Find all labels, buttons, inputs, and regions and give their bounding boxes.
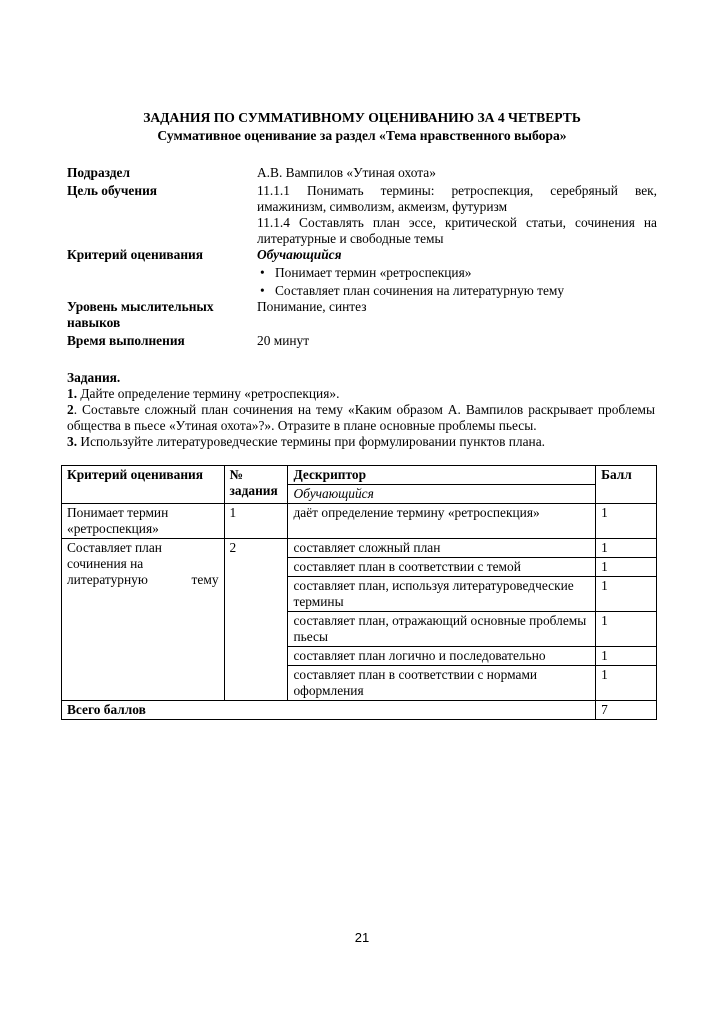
task-1: 1. Дайте определение термину «ретроспекция». — [67, 386, 340, 401]
table-total-row — [62, 701, 657, 720]
score-cell: 1 — [596, 612, 657, 647]
col-task-header: № задания — [224, 466, 288, 504]
task-number-cell: 2 — [224, 539, 288, 701]
score-cell: 1 — [596, 666, 657, 701]
score-cell: 1 — [596, 577, 657, 612]
score-cell: 1 — [596, 558, 657, 577]
goal-item-1: 11.1.1 Понимать термины: ретроспекция, серебряный век, имажинизм, символизм, акмеизм, футуризм — [257, 183, 657, 214]
criteria-list — [257, 265, 657, 299]
criteria-label: Критерий оценивания — [67, 247, 204, 262]
descriptor-cell: составляет план в соответствии с нормами оформления — [288, 666, 596, 701]
descriptor-cell: даёт определение термину «ретроспекция» — [288, 504, 596, 539]
col-descriptor-subheader: Обучающийся — [288, 485, 596, 504]
descriptor-cell: составляет план, используя литературоведческие термины — [288, 577, 596, 612]
time-label: Время выполнения — [67, 333, 185, 348]
task-3: 3. Используйте литературоведческие термины при формулировании пунктов плана. — [67, 434, 546, 449]
col-score-header: Балл — [596, 466, 657, 504]
criterion-cell: Понимает термин «ретроспекция» — [62, 504, 225, 539]
score-cell: 1 — [596, 504, 657, 539]
skills-value: Понимание, синтез — [257, 299, 367, 314]
assessment-table — [61, 465, 657, 720]
table-row — [62, 539, 657, 558]
table-row — [62, 504, 657, 539]
criteria-head: Обучающийся — [257, 247, 342, 262]
subsection-value: А.В. Вампилов «Утиная охота» — [257, 165, 436, 180]
table-header-row — [62, 466, 657, 485]
goal-item-2: 11.1.4 Составлять план эссе, критической статьи, сочинения на литературные и свободные темы — [257, 215, 657, 246]
subsection-label: Подраздел — [67, 165, 131, 180]
descriptor-cell: составляет план логично и последовательно — [288, 647, 596, 666]
score-cell: 1 — [596, 539, 657, 558]
page-subtitle: Суммативное оценивание за раздел «Тема нравственного выбора» — [157, 128, 567, 143]
col-criterion-header: Критерий оценивания — [62, 466, 225, 504]
score-cell: 1 — [596, 647, 657, 666]
page-title: ЗАДАНИЯ ПО СУММАТИВНОМУ ОЦЕНИВАНИЮ ЗА 4 ЧЕТВЕРТЬ — [143, 110, 581, 125]
info-table — [67, 165, 657, 349]
page-number: 21 — [354, 930, 370, 945]
task-number-cell: 1 — [224, 504, 288, 539]
total-label: Всего баллов — [62, 701, 596, 720]
goal-label: Цель обучения — [67, 183, 158, 198]
criteria-item: • Составляет план сочинения на литературную тему — [257, 283, 657, 299]
criterion-cell: Составляет план сочинения на литературную тему — [62, 539, 225, 701]
criteria-item: • Понимает термин «ретроспекция» — [257, 265, 657, 281]
descriptor-cell: составляет план, отражающий основные проблемы пьесы — [288, 612, 596, 647]
tasks-section — [67, 370, 655, 450]
col-descriptor-header: Дескриптор — [288, 466, 596, 485]
descriptor-cell: составляет сложный план — [288, 539, 596, 558]
total-value: 7 — [596, 701, 657, 720]
descriptor-cell: составляет план в соответствии с темой — [288, 558, 596, 577]
skills-label: Уровень мыслительных навыков — [67, 299, 214, 330]
tasks-heading: Задания. — [67, 370, 121, 385]
time-value: 20 минут — [257, 333, 310, 348]
task-2: 2. Составьте сложный план сочинения на тему «Каким образом А. Вампилов раскрывает проблемы общества в пьесе «Утиная охота»?». Отразите в плане основные проблемы пьесы. — [67, 402, 655, 433]
